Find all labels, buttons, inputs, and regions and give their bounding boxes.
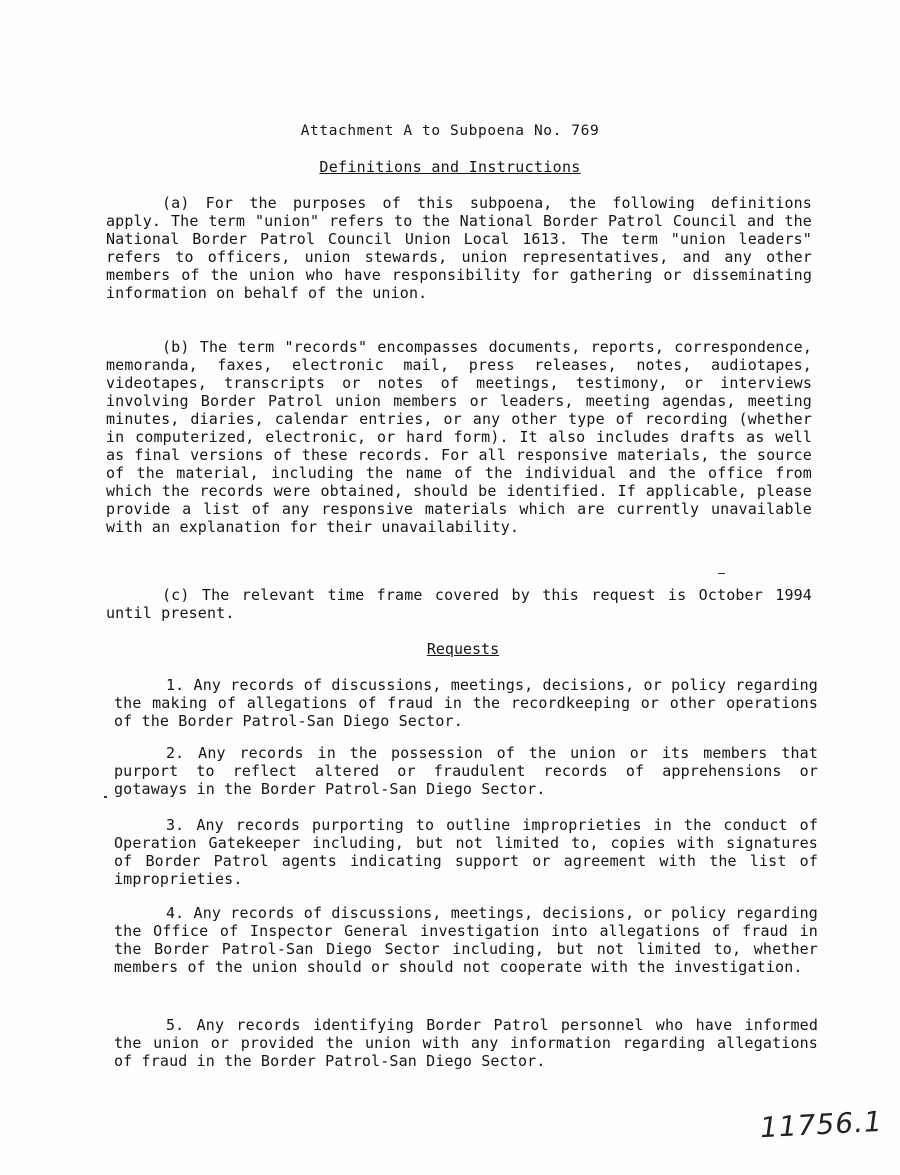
page-title: Attachment A to Subpoena No. 769 [300,123,600,139]
request-item-3: 3. Any records purporting to outline improprieties in the conduct of Operation Gatekeeper including, but not limited to, copies with signatures of Border Patrol agents indicating support or agreement with the list of improprieties. [114,816,818,888]
definition-paragraph-b: (b) The term "records" encompasses documents, reports, correspondence, memoranda, faxes, electronic mail, press releases, notes, audiotapes, videotapes, transcripts or notes of meetings, testimony, or interviews involving Border Patrol union members or leaders, meeting agendas, meeting minutes, diaries, calendar entries, or any other type of recording (whether in computerized, electronic, or hard form). It also includes drafts as well as final versions of these records. For all responsive materials, the source of the material, including the name of the individual and the office from which the records were obtained, should be identified. If applicable, please provide a list of any responsive materials which are currently unavailable with an explanation for their unavailability. [106,338,812,536]
request-item-1: 1. Any records of discussions, meetings, decisions, or policy regarding the making of allegations of fraud in the recordkeeping or other operations of the Border Patrol-San Diego Sector. [114,676,818,730]
section-subtitle: Definitions and Instructions [319,158,581,176]
definition-paragraph-c: (c) The relevant time frame covered by this request is October 1994 until present. [106,586,812,622]
request-item-4: 4. Any records of discussions, meetings, decisions, or policy regarding the Office of Inspector General investigation into allegations of fraud in the Border Patrol-San Diego Sector including, but not limited to, whether members of the union should or should not cooperate with the investigation. [114,904,818,976]
request-item-5: 5. Any records identifying Border Patrol personnel who have informed the union or provided the union with any information regarding allegations of fraud in the Border Patrol-San Diego Sector. [114,1016,818,1070]
scan-speck [718,573,725,574]
requests-heading: Requests [426,640,500,658]
definition-paragraph-a: (a) For the purposes of this subpoena, the following definitions apply. The term "union" refers to the National Border Patrol Council and the National Border Patrol Council Union Local 1613. The term "union leaders" refers to officers, union stewards, union representatives, and any other members of the union who have responsibility for gathering or disseminating information on behalf of the union. [106,194,812,302]
handwritten-page-number: 11756.1 [759,1104,884,1145]
request-item-2: 2. Any records in the possession of the union or its members that purport to reflect altered or fraudulent records of apprehensions or gotaways in the Border Patrol-San Diego Sector. [114,744,818,798]
scan-speck [104,796,107,798]
